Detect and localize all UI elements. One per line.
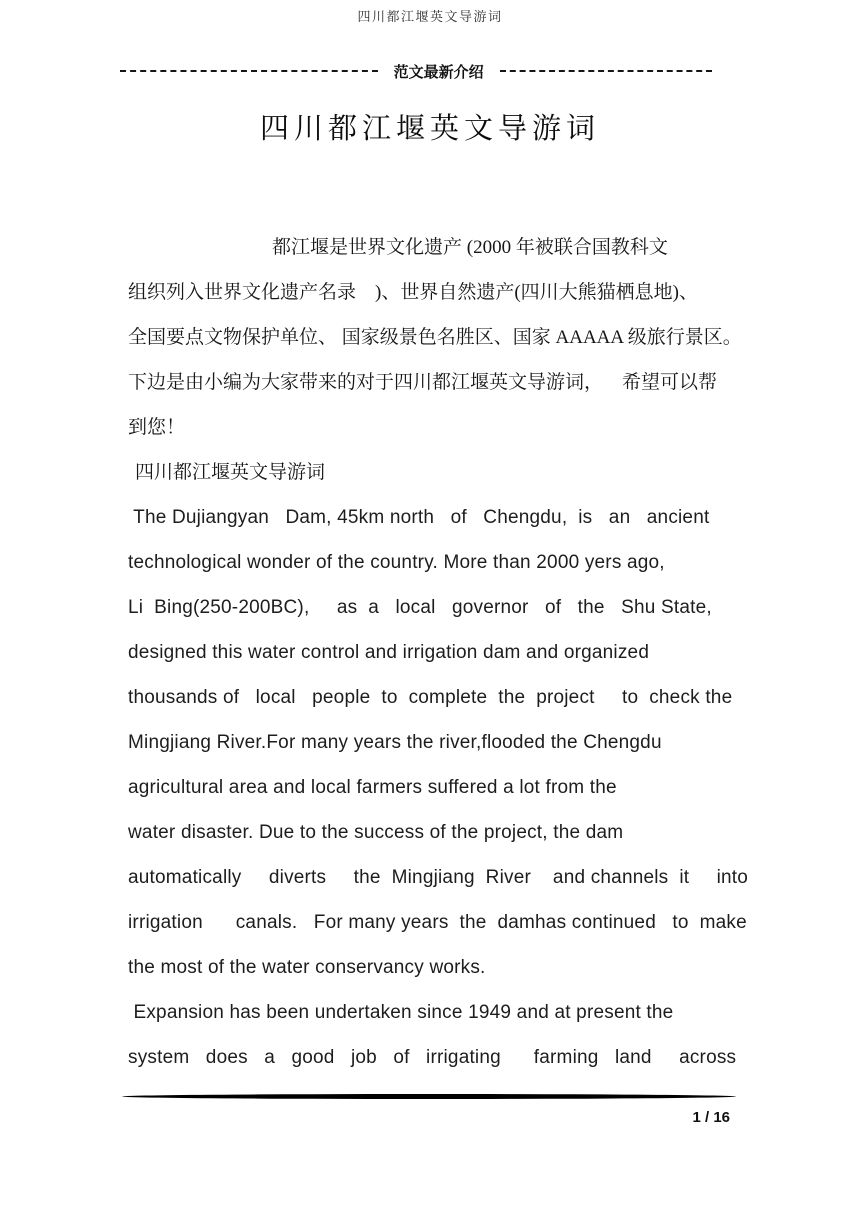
paragraph-line: 下边是由小编为大家带来的对于四川都江堰英文导游词， 希望可以帮 [128, 372, 718, 393]
paragraph-line: agricultural area and local farmers suffered a lot from the [128, 777, 617, 798]
paragraph-line: the most of the water conservancy works. [128, 957, 486, 978]
paragraph-line: 都江堰是世界文化遗产 (2000 年被联合国教科文 [272, 237, 668, 258]
page-number: 1 / 16 [692, 1109, 730, 1126]
paragraph-line: designed this water control and irrigation dam and organized [128, 642, 650, 663]
paragraph-line: 组织列入世界文化遗产名录 )、世界自然遗产(四川大熊猫栖息地)、 [128, 282, 698, 303]
paragraph-line: thousands of local people to complete the project to check the [128, 687, 733, 708]
paragraph-line: system does a good job of irrigating farming land across [128, 1047, 737, 1068]
document-header-title: 四川都江堰英文导游词 [357, 9, 503, 24]
paragraph-line: technological wonder of the country. More than 2000 yers ago, [128, 552, 665, 573]
separator-label: 范文最新介绍 [393, 64, 484, 81]
paragraph-line: The Dujiangyan Dam, 45km north of Chengdu, is an ancient [128, 507, 710, 528]
dashed-rule-right [500, 70, 712, 72]
paragraph-line: Li Bing(250-200BC), as a local governor of the Shu State, [128, 597, 712, 618]
footer-rule [122, 1094, 736, 1099]
paragraph-line: 到您！ [128, 417, 186, 438]
paragraph-line: automatically diverts the Mingjiang River and channels it into [128, 867, 749, 888]
page-title: 四川都江堰英文导游词 [259, 113, 600, 145]
document-body [128, 225, 749, 1080]
paragraph-line: Expansion has been undertaken since 1949 and at present the [128, 1002, 674, 1023]
paragraph-line: Mingjiang River.For many years the river,flooded the Chengdu [128, 732, 662, 753]
paragraph-line: water disaster. Due to the success of the project, the dam [128, 822, 624, 843]
header-separator [120, 62, 712, 80]
paragraph-line: irrigation canals. For many years the damhas continued to make [128, 912, 747, 933]
paragraph-line: 全国要点文物保护单位、 国家级景色名胜区、国家 AAAAA 级旅行景区。 [128, 327, 742, 348]
dashed-rule-left [120, 70, 378, 72]
section-subtitle: 四川都江堰英文导游词 [135, 462, 326, 483]
